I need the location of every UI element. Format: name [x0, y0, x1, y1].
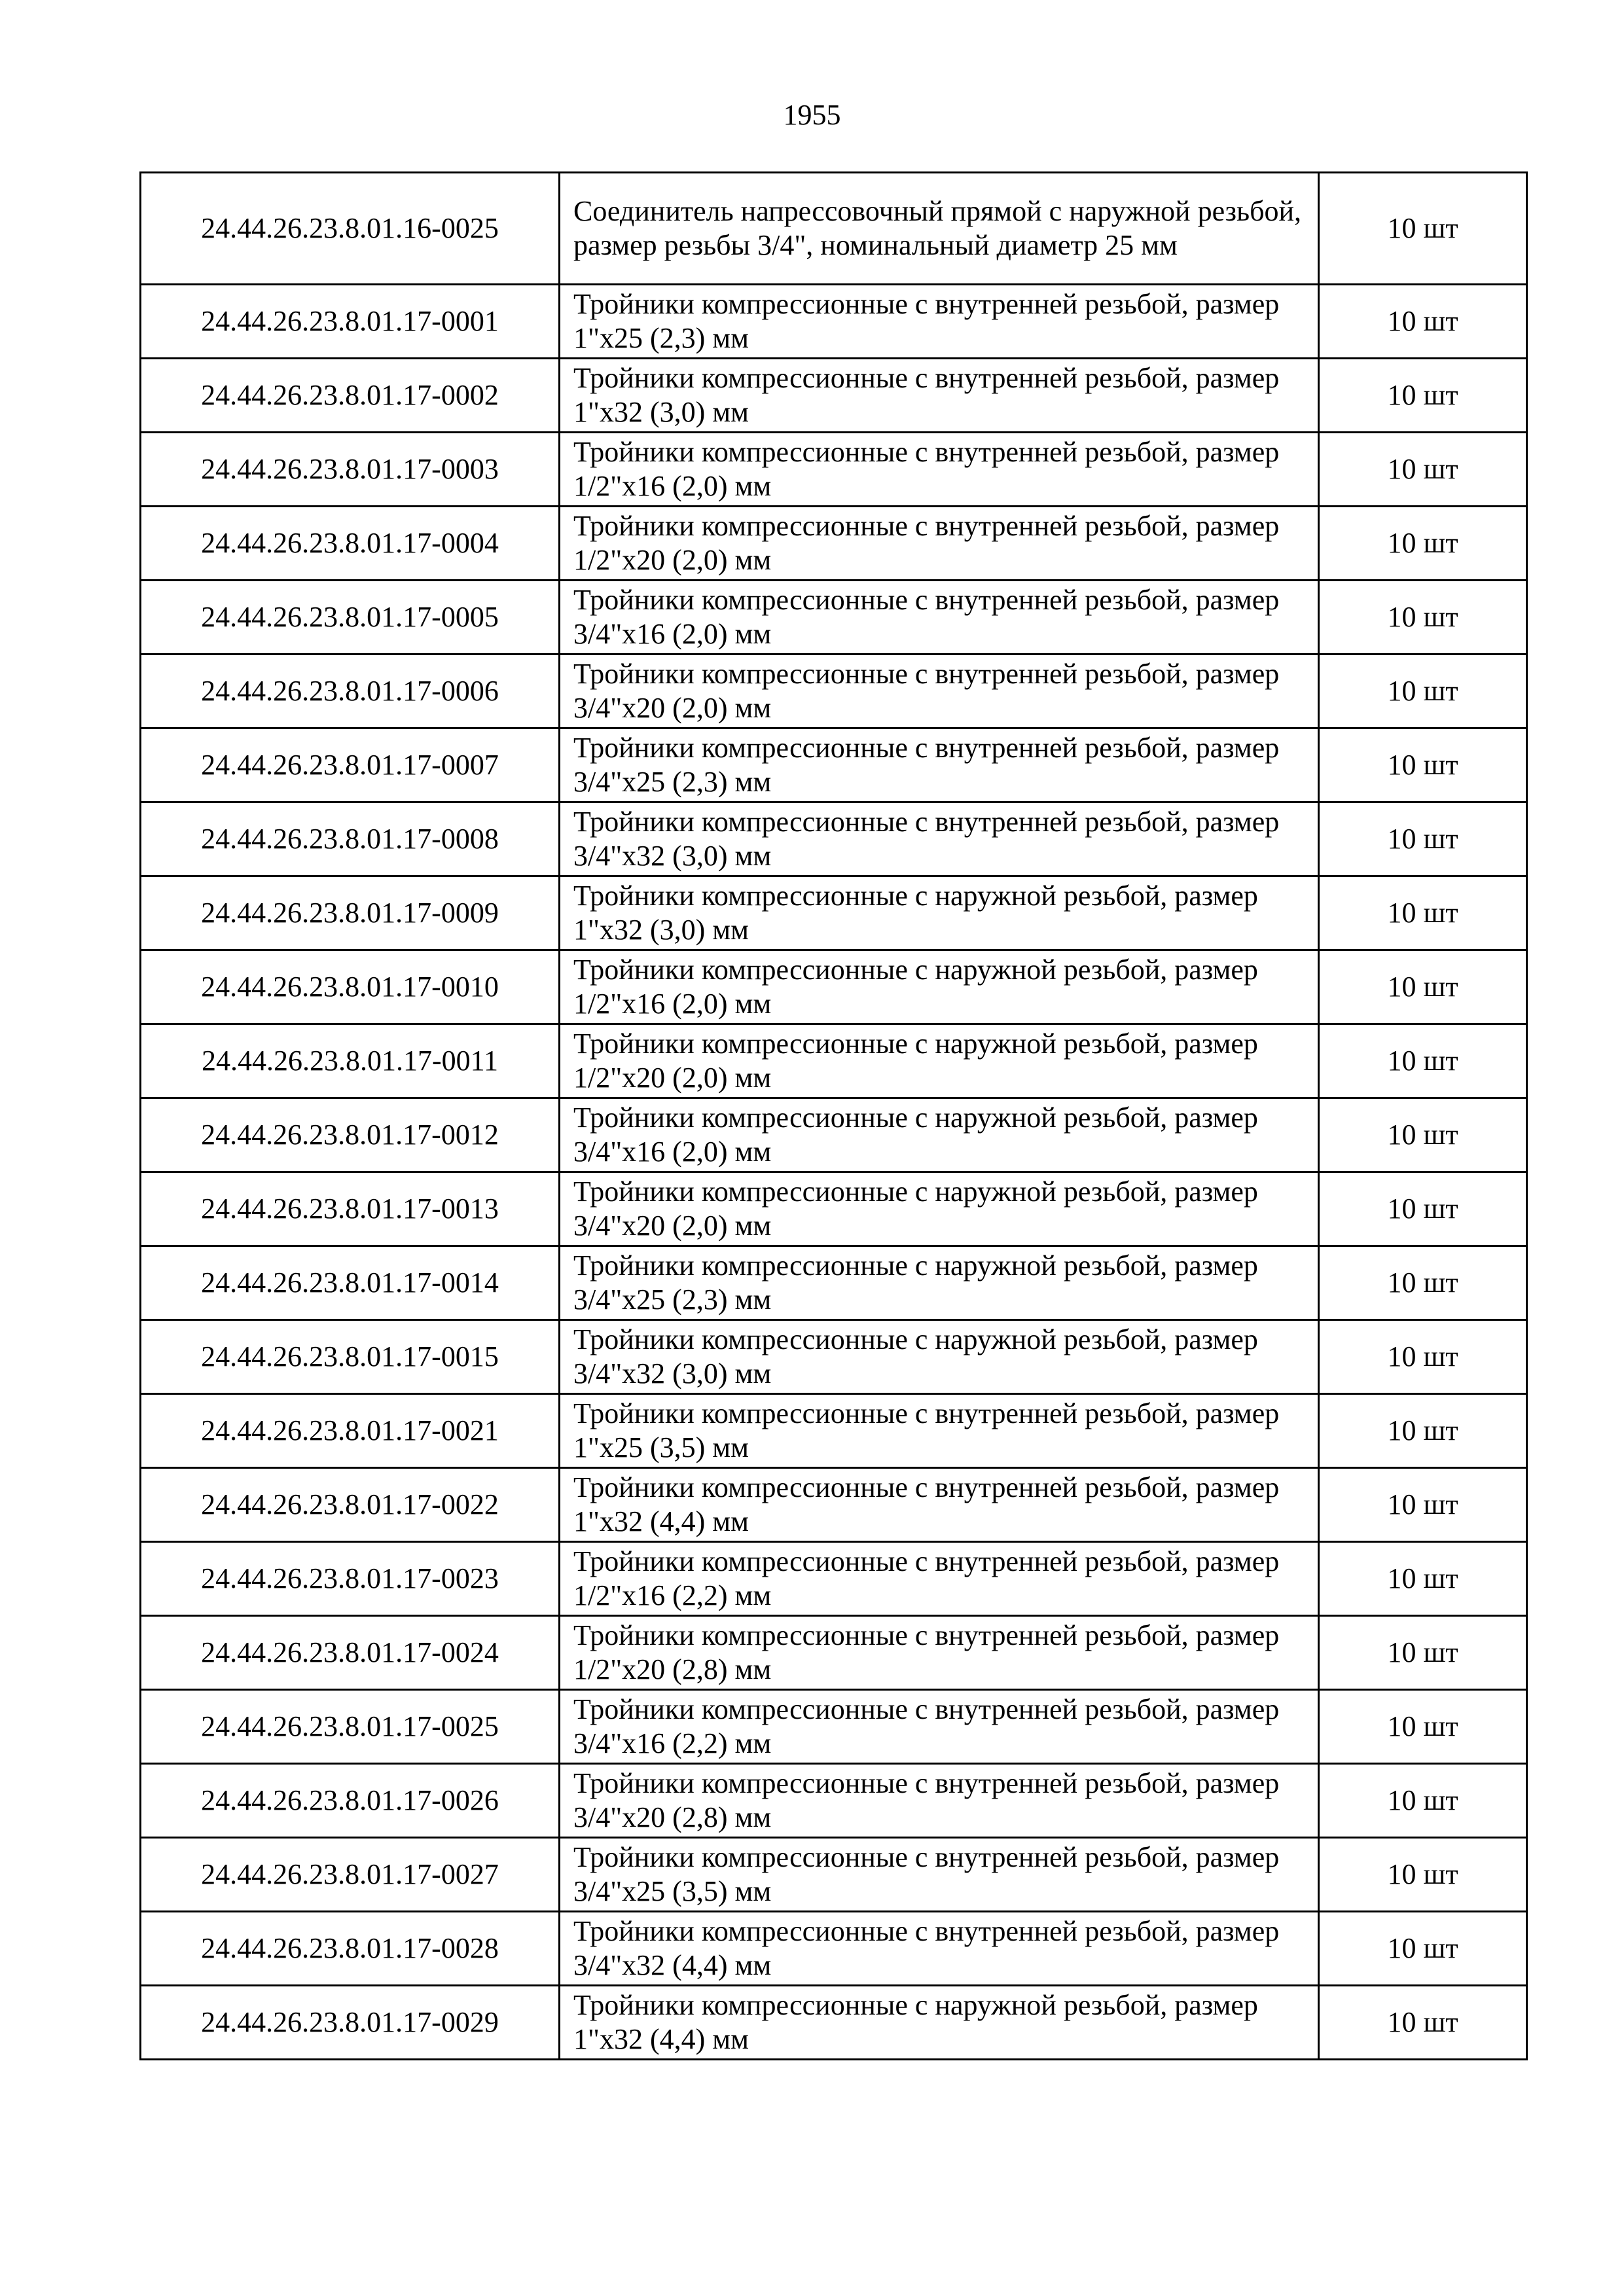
table-row: [141, 285, 1527, 359]
table-row: [141, 507, 1527, 581]
code-cell: 24.44.26.23.8.01.17-0010: [141, 950, 560, 1024]
code-cell: 24.44.26.23.8.01.17-0022: [141, 1468, 560, 1542]
code-cell: 24.44.26.23.8.01.17-0002: [141, 359, 560, 433]
description-cell: Тройники компрессионные с наружной резьбой, размер 3/4"х20 (2,0) мм: [560, 1172, 1319, 1246]
code-cell: 24.44.26.23.8.01.17-0009: [141, 876, 560, 950]
description-cell: Тройники компрессионные с внутренней резьбой, размер 3/4"х25 (2,3) мм: [560, 728, 1319, 802]
table-row: [141, 1172, 1527, 1246]
table-row: [141, 1616, 1527, 1690]
description-cell: Соединитель напрессовочный прямой с наружной резьбой, размер резьбы 3/4", номинальный диаметр 25 мм: [560, 173, 1319, 285]
description-cell: Тройники компрессионные с наружной резьбой, размер 1"х32 (4,4) мм: [560, 1986, 1319, 2060]
description-cell: Тройники компрессионные с наружной резьбой, размер 1"х32 (3,0) мм: [560, 876, 1319, 950]
table-row: [141, 433, 1527, 507]
quantity-cell: 10 шт: [1319, 1172, 1527, 1246]
quantity-cell: 10 шт: [1319, 1542, 1527, 1616]
description-cell: Тройники компрессионные с внутренней резьбой, размер 3/4"х32 (3,0) мм: [560, 802, 1319, 876]
table-row: [141, 728, 1527, 802]
description-cell: Тройники компрессионные с внутренней резьбой, размер 3/4"х32 (4,4) мм: [560, 1912, 1319, 1986]
description-cell: Тройники компрессионные с внутренней резьбой, размер 1"х32 (4,4) мм: [560, 1468, 1319, 1542]
quantity-cell: 10 шт: [1319, 950, 1527, 1024]
quantity-cell: 10 шт: [1319, 1838, 1527, 1912]
quantity-cell: 10 шт: [1319, 173, 1527, 285]
quantity-cell: 10 шт: [1319, 1320, 1527, 1394]
quantity-cell: 10 шт: [1319, 802, 1527, 876]
description-cell: Тройники компрессионные с внутренней резьбой, размер 3/4"х20 (2,0) мм: [560, 655, 1319, 728]
code-cell: 24.44.26.23.8.01.17-0013: [141, 1172, 560, 1246]
code-cell: 24.44.26.23.8.01.17-0015: [141, 1320, 560, 1394]
quantity-cell: 10 шт: [1319, 1024, 1527, 1098]
quantity-cell: 10 шт: [1319, 1246, 1527, 1320]
description-cell: Тройники компрессионные с внутренней резьбой, размер 1"х32 (3,0) мм: [560, 359, 1319, 433]
quantity-cell: 10 шт: [1319, 507, 1527, 581]
code-cell: 24.44.26.23.8.01.17-0023: [141, 1542, 560, 1616]
code-cell: 24.44.26.23.8.01.17-0024: [141, 1616, 560, 1690]
quantity-cell: 10 шт: [1319, 1764, 1527, 1838]
description-cell: Тройники компрессионные с наружной резьбой, размер 1/2"х16 (2,0) мм: [560, 950, 1319, 1024]
code-cell: 24.44.26.23.8.01.17-0003: [141, 433, 560, 507]
table-row: [141, 1246, 1527, 1320]
code-cell: 24.44.26.23.8.01.17-0021: [141, 1394, 560, 1468]
quantity-cell: 10 шт: [1319, 285, 1527, 359]
code-cell: 24.44.26.23.8.01.17-0025: [141, 1690, 560, 1764]
quantity-cell: 10 шт: [1319, 728, 1527, 802]
table-row: [141, 359, 1527, 433]
description-cell: Тройники компрессионные с внутренней резьбой, размер 1/2"х16 (2,0) мм: [560, 433, 1319, 507]
table-row: [141, 1690, 1527, 1764]
code-cell: 24.44.26.23.8.01.17-0029: [141, 1986, 560, 2060]
quantity-cell: 10 шт: [1319, 1098, 1527, 1172]
code-cell: 24.44.26.23.8.01.17-0001: [141, 285, 560, 359]
code-cell: 24.44.26.23.8.01.17-0007: [141, 728, 560, 802]
table-body: [141, 173, 1527, 2060]
code-cell: 24.44.26.23.8.01.17-0027: [141, 1838, 560, 1912]
description-cell: Тройники компрессионные с наружной резьбой, размер 3/4"х32 (3,0) мм: [560, 1320, 1319, 1394]
table-row: [141, 1542, 1527, 1616]
table-row: [141, 876, 1527, 950]
description-cell: Тройники компрессионные с внутренней резьбой, размер 1/2"х20 (2,8) мм: [560, 1616, 1319, 1690]
description-cell: Тройники компрессионные с внутренней резьбой, размер 1"х25 (3,5) мм: [560, 1394, 1319, 1468]
description-cell: Тройники компрессионные с наружной резьбой, размер 3/4"х25 (2,3) мм: [560, 1246, 1319, 1320]
quantity-cell: 10 шт: [1319, 655, 1527, 728]
table-row: [141, 655, 1527, 728]
table-row: [141, 173, 1527, 285]
description-cell: Тройники компрессионные с внутренней резьбой, размер 1/2"х20 (2,0) мм: [560, 507, 1319, 581]
resources-table: [139, 171, 1528, 2060]
quantity-cell: 10 шт: [1319, 1690, 1527, 1764]
code-cell: 24.44.26.23.8.01.17-0005: [141, 581, 560, 655]
code-cell: 24.44.26.23.8.01.17-0011: [141, 1024, 560, 1098]
code-cell: 24.44.26.23.8.01.17-0012: [141, 1098, 560, 1172]
code-cell: 24.44.26.23.8.01.16-0025: [141, 173, 560, 285]
description-cell: Тройники компрессионные с внутренней резьбой, размер 3/4"х25 (3,5) мм: [560, 1838, 1319, 1912]
code-cell: 24.44.26.23.8.01.17-0004: [141, 507, 560, 581]
description-cell: Тройники компрессионные с внутренней резьбой, размер 1/2"х16 (2,2) мм: [560, 1542, 1319, 1616]
code-cell: 24.44.26.23.8.01.17-0014: [141, 1246, 560, 1320]
table-row: [141, 802, 1527, 876]
code-cell: 24.44.26.23.8.01.17-0026: [141, 1764, 560, 1838]
code-cell: 24.44.26.23.8.01.17-0028: [141, 1912, 560, 1986]
table-row: [141, 581, 1527, 655]
table-row: [141, 950, 1527, 1024]
table-row: [141, 1394, 1527, 1468]
table-row: [141, 1986, 1527, 2060]
quantity-cell: 10 шт: [1319, 1912, 1527, 1986]
description-cell: Тройники компрессионные с внутренней резьбой, размер 3/4"х16 (2,0) мм: [560, 581, 1319, 655]
table-row: [141, 1912, 1527, 1986]
table-row: [141, 1024, 1527, 1098]
table-row: [141, 1098, 1527, 1172]
description-cell: Тройники компрессионные с внутренней резьбой, размер 3/4"х16 (2,2) мм: [560, 1690, 1319, 1764]
description-cell: Тройники компрессионные с наружной резьбой, размер 1/2"х20 (2,0) мм: [560, 1024, 1319, 1098]
quantity-cell: 10 шт: [1319, 359, 1527, 433]
code-cell: 24.44.26.23.8.01.17-0006: [141, 655, 560, 728]
table-row: [141, 1468, 1527, 1542]
quantity-cell: 10 шт: [1319, 1468, 1527, 1542]
description-cell: Тройники компрессионные с внутренней резьбой, размер 3/4"х20 (2,8) мм: [560, 1764, 1319, 1838]
description-cell: Тройники компрессионные с наружной резьбой, размер 3/4"х16 (2,0) мм: [560, 1098, 1319, 1172]
quantity-cell: 10 шт: [1319, 1616, 1527, 1690]
table-row: [141, 1320, 1527, 1394]
table-row: [141, 1838, 1527, 1912]
page-number: 1955: [783, 99, 841, 131]
code-cell: 24.44.26.23.8.01.17-0008: [141, 802, 560, 876]
table-row: [141, 1764, 1527, 1838]
quantity-cell: 10 шт: [1319, 876, 1527, 950]
quantity-cell: 10 шт: [1319, 1394, 1527, 1468]
quantity-cell: 10 шт: [1319, 581, 1527, 655]
quantity-cell: 10 шт: [1319, 1986, 1527, 2060]
description-cell: Тройники компрессионные с внутренней резьбой, размер 1"х25 (2,3) мм: [560, 285, 1319, 359]
quantity-cell: 10 шт: [1319, 433, 1527, 507]
